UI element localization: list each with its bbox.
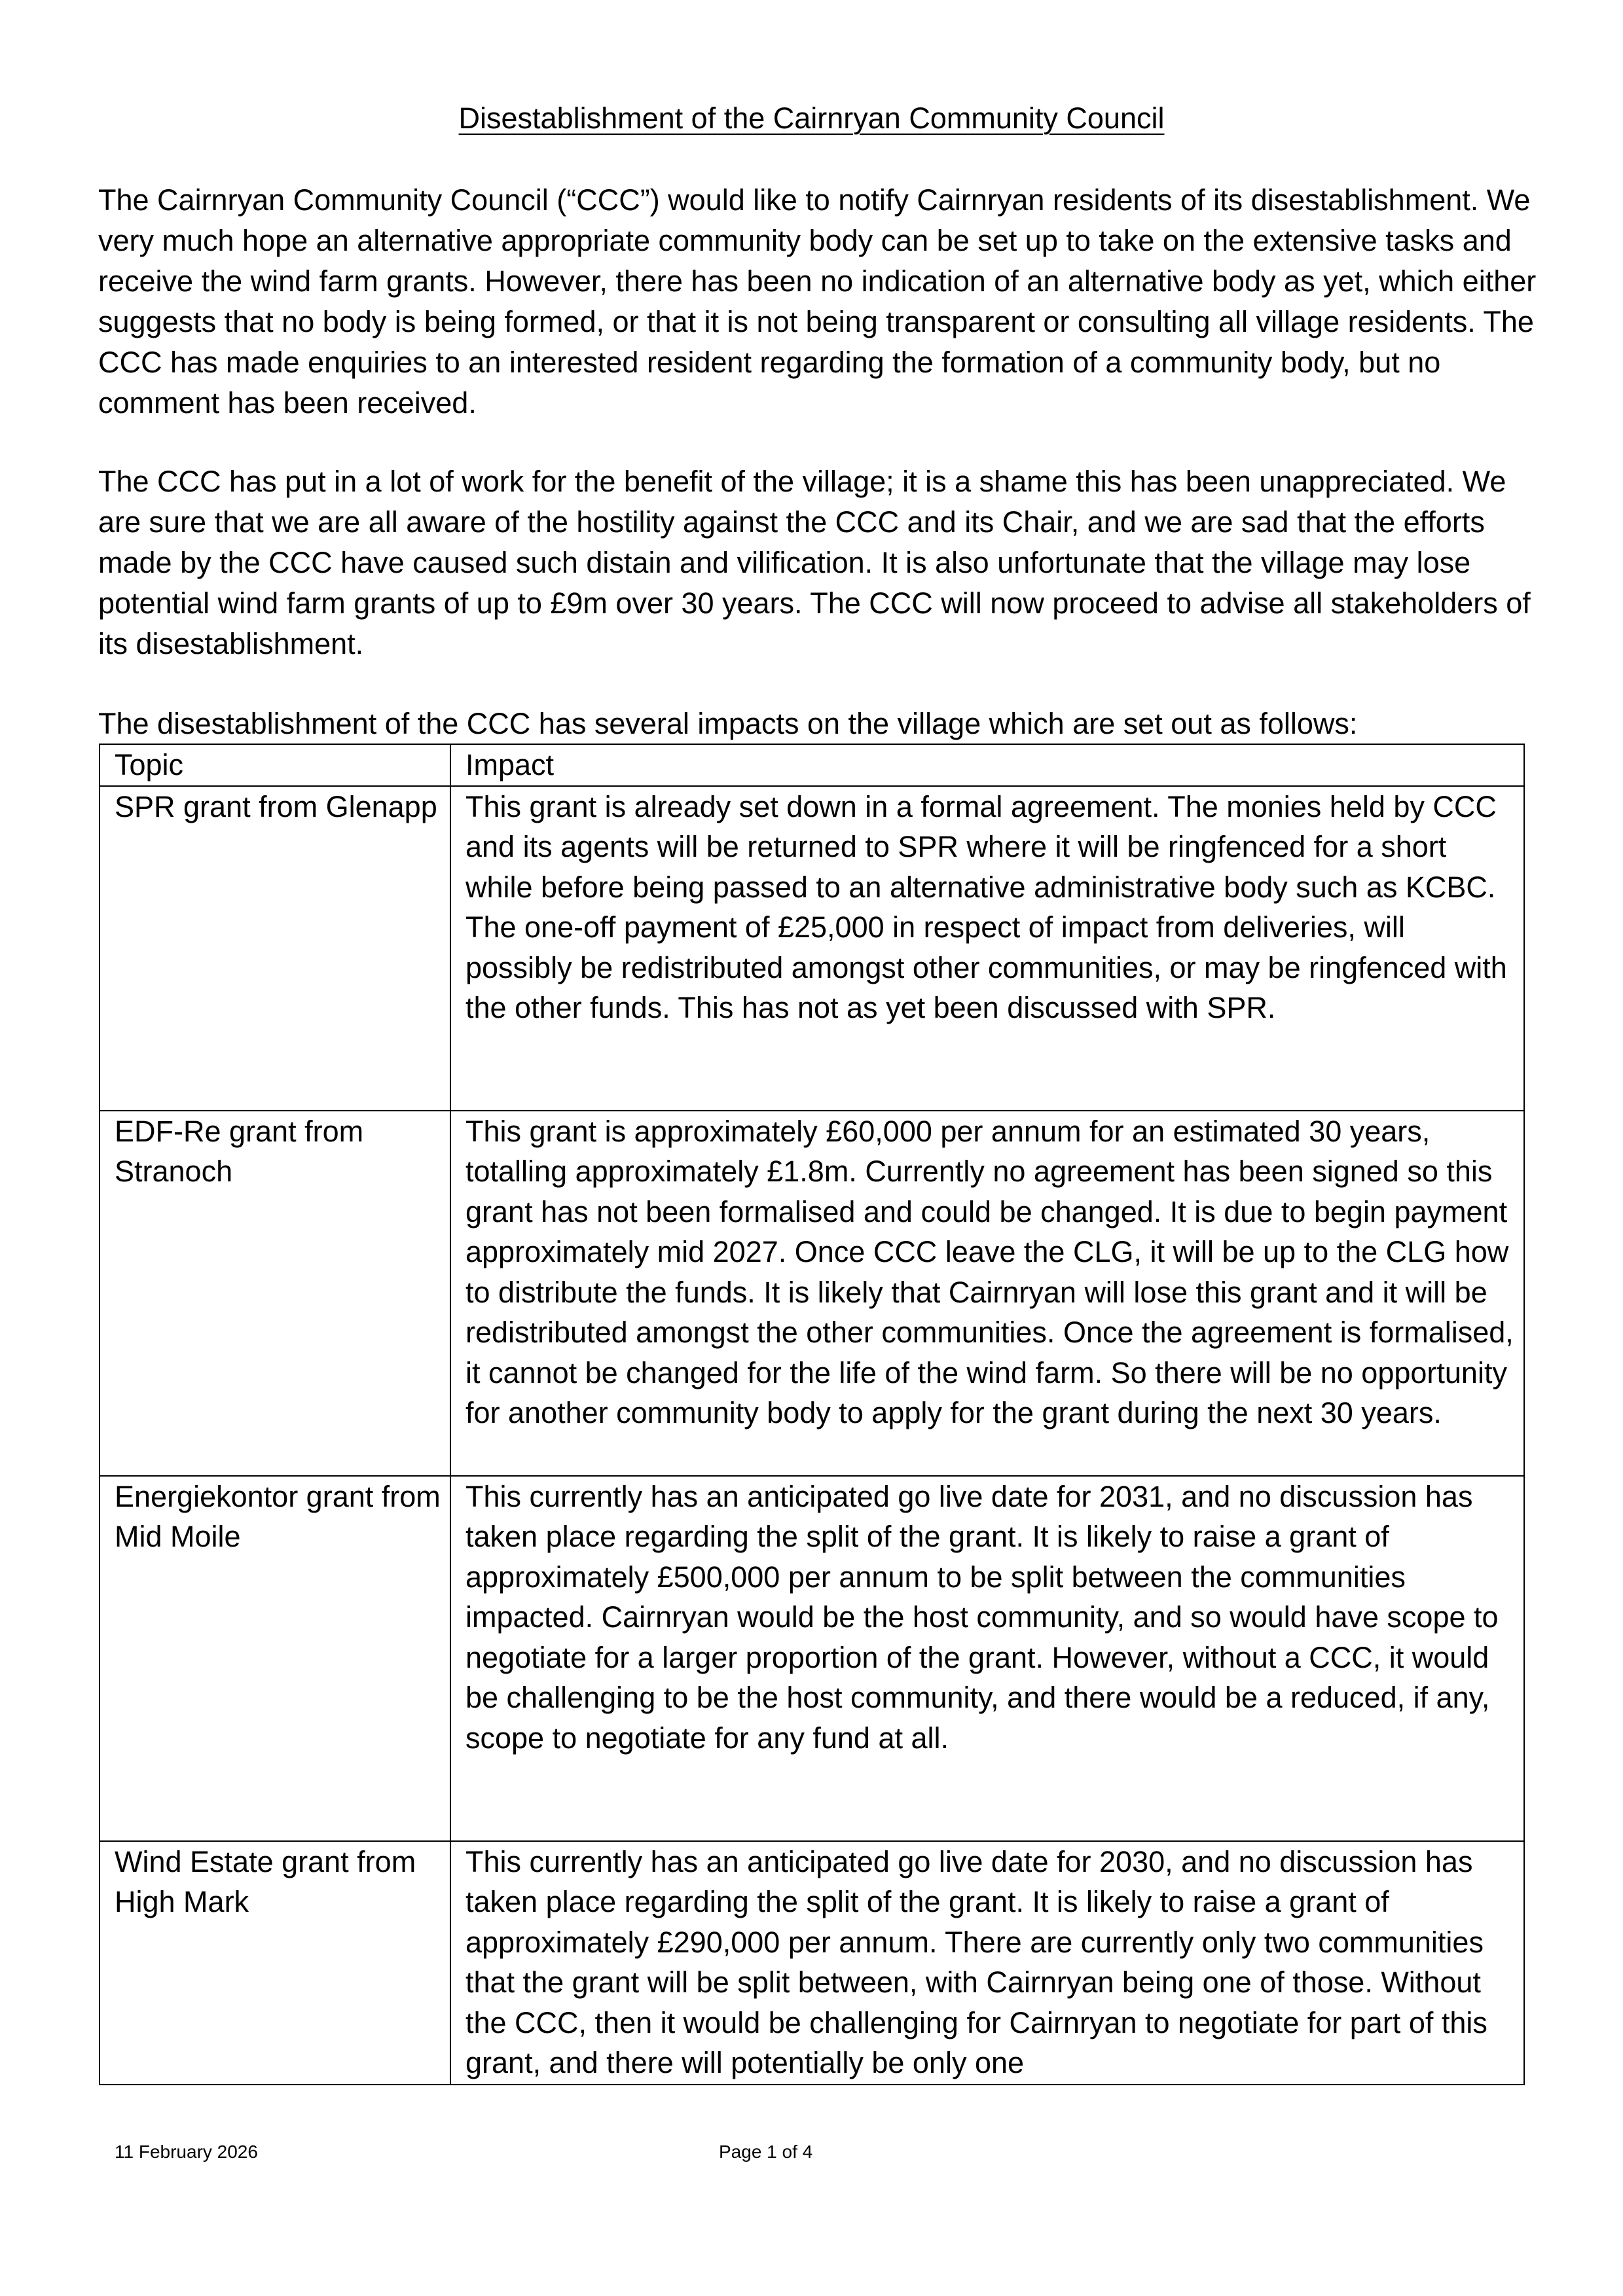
impact-cell: This currently has an anticipated go live date for 2030, and no discussion has taken place regarding the split of the grant. It is likely to raise a grant of approximately £290,000 per annum. There are currently only two communities that the grant will be split between, with Cairnryan being one of those. Without the CCC, then it would be challenging for Cairnryan to negotiate for part of this grant, and there will potentially be only one: [450, 1841, 1524, 2085]
topic-cell: Energiekontor grant from Mid Moile: [100, 1476, 450, 1841]
table-header-row: [100, 744, 1524, 786]
intro-paragraph: The Cairnryan Community Council (“CCC”) would like to notify Cairnryan residents of its disestablishment. We very much hope an alternative appropriate community body can be set up to take on the extensive tasks and receive the wind farm grants. However, there has been no indication of an alternative body as yet, which either suggests that no body is being formed, or that it is not being transparent or consulting all village residents. The CCC has made enquiries to an interested resident regarding the formation of a community body, but no comment has been received.: [98, 183, 1537, 420]
context-paragraph: The CCC has put in a lot of work for the benefit of the village; it is a shame this has been unappreciated. We are sure that we are all aware of the hostility against the CCC and its Chair, and we are sad that the efforts made by the CCC have caused such distain and vilification. It is also unfortunate that the village may lose potential wind farm grants of up to £9m over 30 years. The CCC will now proceed to advise all stakeholders of its disestablishment.: [98, 465, 1531, 660]
impact-cell: This currently has an anticipated go live date for 2031, and no discussion has taken place regarding the split of the grant. It is likely to raise a grant of approximately £500,000 per annum to be split between the communities impacted. Cairnryan would be the host community, and so would have scope to negotiate for a larger proportion of the grant. However, without a CCC, it would be challenging to be the host community, and there would be a reduced, if any, scope to negotiate for any fund at all.: [450, 1476, 1524, 1841]
footer-page-number: Page 1 of 4: [719, 2142, 813, 2162]
impact-column-header: Impact: [450, 744, 1524, 786]
impact-cell: This grant is already set down in a formal agreement. The monies held by CCC and its agents will be returned to SPR where it will be ringfenced for a short while before being passed to an alternative administrative body such as KCBC. The one-off payment of £25,000 in respect of impact from deliveries, will possibly be redistributed amongst other communities, or may be ringfenced with the other funds. This has not as yet been discussed with SPR.: [450, 786, 1524, 1111]
table-row: [100, 1476, 1524, 1841]
table-row: [100, 1111, 1524, 1476]
impact-cell: This grant is approximately £60,000 per annum for an estimated 30 years, totalling approximately £1.8m. Currently no agreement has been signed so this grant has not been formalised and could be changed. It is due to begin payment approximately mid 2027. Once CCC leave the CLG, it will be up to the CLG how to distribute the funds. It is likely that Cairnryan will lose this grant and it will be redistributed amongst the other communities. Once the agreement is formalised, it cannot be changed for the life of the wind farm. So there will be no opportunity for another community body to apply for the grant during the next 30 years.: [450, 1111, 1524, 1476]
topic-column-header: Topic: [100, 744, 450, 786]
table-row: [100, 786, 1524, 1111]
table-row: [100, 1841, 1524, 2085]
topic-cell: EDF-Re grant from Stranoch: [100, 1111, 450, 1476]
footer-date: 11 February 2026: [115, 2142, 258, 2162]
document-title: Disestablishment of the Cairnryan Community Council: [458, 101, 1165, 135]
impacts-lead-paragraph: The disestablishment of the CCC has several impacts on the village which are set out as follows:: [98, 707, 1358, 740]
topic-cell: SPR grant from Glenapp: [100, 786, 450, 1111]
topic-cell: Wind Estate grant from High Mark: [100, 1841, 450, 2085]
impacts-table: [99, 744, 1525, 2085]
